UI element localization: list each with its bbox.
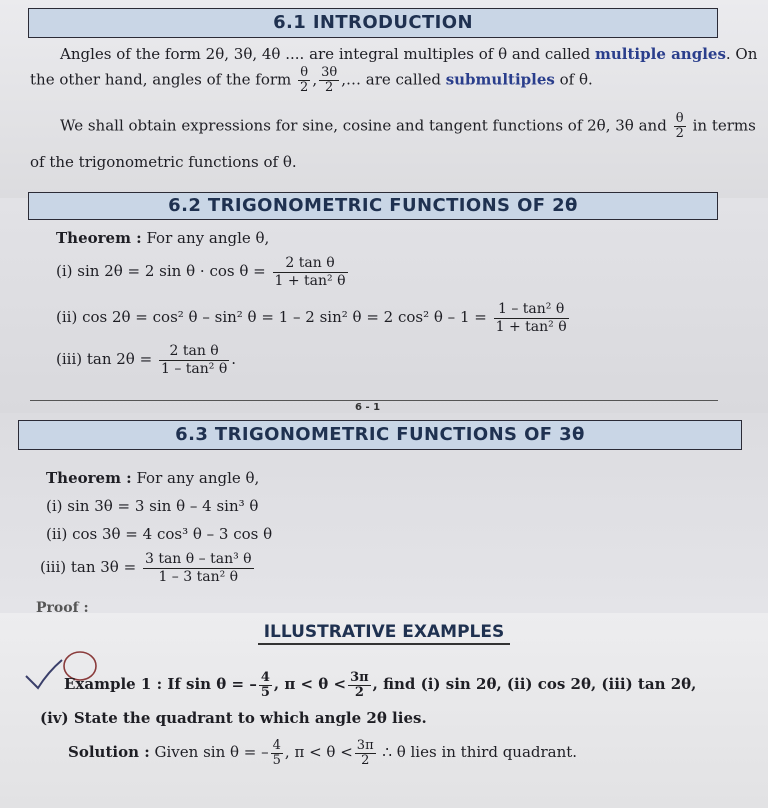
formula-lhs: (ii) cos 2θ = cos² θ – sin² θ = 1 – 2 sin² θ = 2 cos² θ – 1 = (56, 308, 487, 326)
period: . (231, 350, 237, 368)
intro-text-end: of θ. (554, 70, 593, 89)
formula-cos2theta (56, 298, 571, 336)
fraction: $\frac{\theta}{2}$ (300, 65, 309, 95)
intro-paragraph-line1 (60, 44, 757, 64)
fraction: $\frac{\text{1 – tan² θ}}{\text{1 + tan² θ}}$ (495, 300, 567, 335)
section-heading-introduction: 6.1 INTRODUCTION (28, 8, 718, 38)
theorem-3theta (46, 468, 259, 488)
illustrative-examples-title: ILLUSTRATIVE EXAMPLES (258, 622, 511, 645)
intro-paragraph-line2: the other hand, angles of the form $\frac{\theta}{2}$ , $\frac{3\theta}{2}$ ,… are called submultiples of θ. (30, 65, 593, 95)
fraction: $\frac{3\pi}{2}$ (356, 737, 374, 768)
theorem-text: For any angle θ, (141, 229, 270, 247)
example-text-end: , find (i) sin 2θ, (ii) cos 2θ, (iii) tan 2θ, (372, 675, 697, 693)
theorem-text: For any angle θ, (131, 469, 260, 487)
intro-text: We shall obtain expressions for sine, cosine and tangent functions of 2θ, 3θ and (60, 116, 672, 135)
illustrative-examples-heading (0, 622, 768, 645)
page-number: 6 - 1 (355, 402, 381, 413)
formula-lhs: (iii) tan 3θ = (40, 558, 137, 576)
solution-text: Given sin θ = – (149, 743, 269, 761)
intro-text: ,… are called (341, 70, 446, 89)
formula-cos3theta: (ii) cos 3θ = 4 cos³ θ – 3 cos θ (46, 525, 273, 543)
solution-text-end: ∴ θ lies in third quadrant. (377, 743, 578, 761)
formula-sin2theta (56, 252, 350, 290)
proof-label: Proof : (36, 600, 89, 616)
example-1-statement (64, 664, 696, 704)
fraction: $\frac{\theta}{2}$ (675, 111, 684, 141)
intro-text: the other hand, angles of the form (30, 70, 297, 89)
formula-tan3theta (40, 548, 256, 586)
term-submultiples: submultiples (445, 70, 555, 89)
solution-line (68, 732, 577, 772)
solution-label: Solution : (68, 743, 150, 761)
fraction: $\frac{\text{2 tan θ}}{\text{1 + tan² θ}}$ (274, 254, 346, 289)
intro-paragraph-line3 (60, 112, 756, 141)
section-heading-2theta: 6.2 TRIGONOMETRIC FUNCTIONS OF 2θ (28, 192, 718, 220)
intro-text-end: in terms (687, 116, 756, 135)
fraction: $\frac{4}{5}$ (260, 669, 270, 700)
example-text: , π < θ < (273, 675, 347, 693)
fraction: $\frac{\text{3 tan θ – tan³ θ}}{\text{1 – 3 tan² θ}}$ (144, 550, 252, 585)
fraction: $\frac{3\pi}{2}$ (350, 669, 369, 700)
section-heading-3theta: 6.3 TRIGONOMETRIC FUNCTIONS OF 3θ (18, 420, 742, 450)
fraction: $\frac{\text{2 tan θ}}{\text{1 – tan² θ}}$ (160, 342, 228, 377)
term-multiple-angles: multiple angles (595, 45, 726, 63)
page-divider (30, 400, 718, 401)
formula-tan2theta (56, 340, 236, 378)
example-label: Example 1 : If sin θ = – (64, 675, 257, 693)
theorem-label: Theorem : (46, 469, 132, 487)
formula-sin3theta: (i) sin 3θ = 3 sin θ – 4 sin³ θ (46, 497, 259, 515)
theorem-2theta (56, 228, 269, 248)
theorem-label: Theorem : (56, 229, 142, 247)
formula-lhs: (i) sin 2θ = 2 sin θ · cos θ = (56, 262, 266, 280)
intro-paragraph-line4: of the trigonometric functions of θ. (30, 153, 297, 171)
fraction: $\frac{3\theta}{2}$ (321, 65, 338, 95)
fraction: $\frac{4}{5}$ (272, 737, 281, 768)
example-1-part-iv: (iv) State the quadrant to which angle 2θ lies. (40, 709, 427, 727)
intro-text: Angles of the form 2θ, 3θ, 4θ .... are integral multiples of θ and called (60, 45, 596, 63)
solution-text: , π < θ < (284, 743, 353, 761)
formula-lhs: (iii) tan 2θ = (56, 350, 153, 368)
intro-text-end: . On (725, 45, 758, 63)
